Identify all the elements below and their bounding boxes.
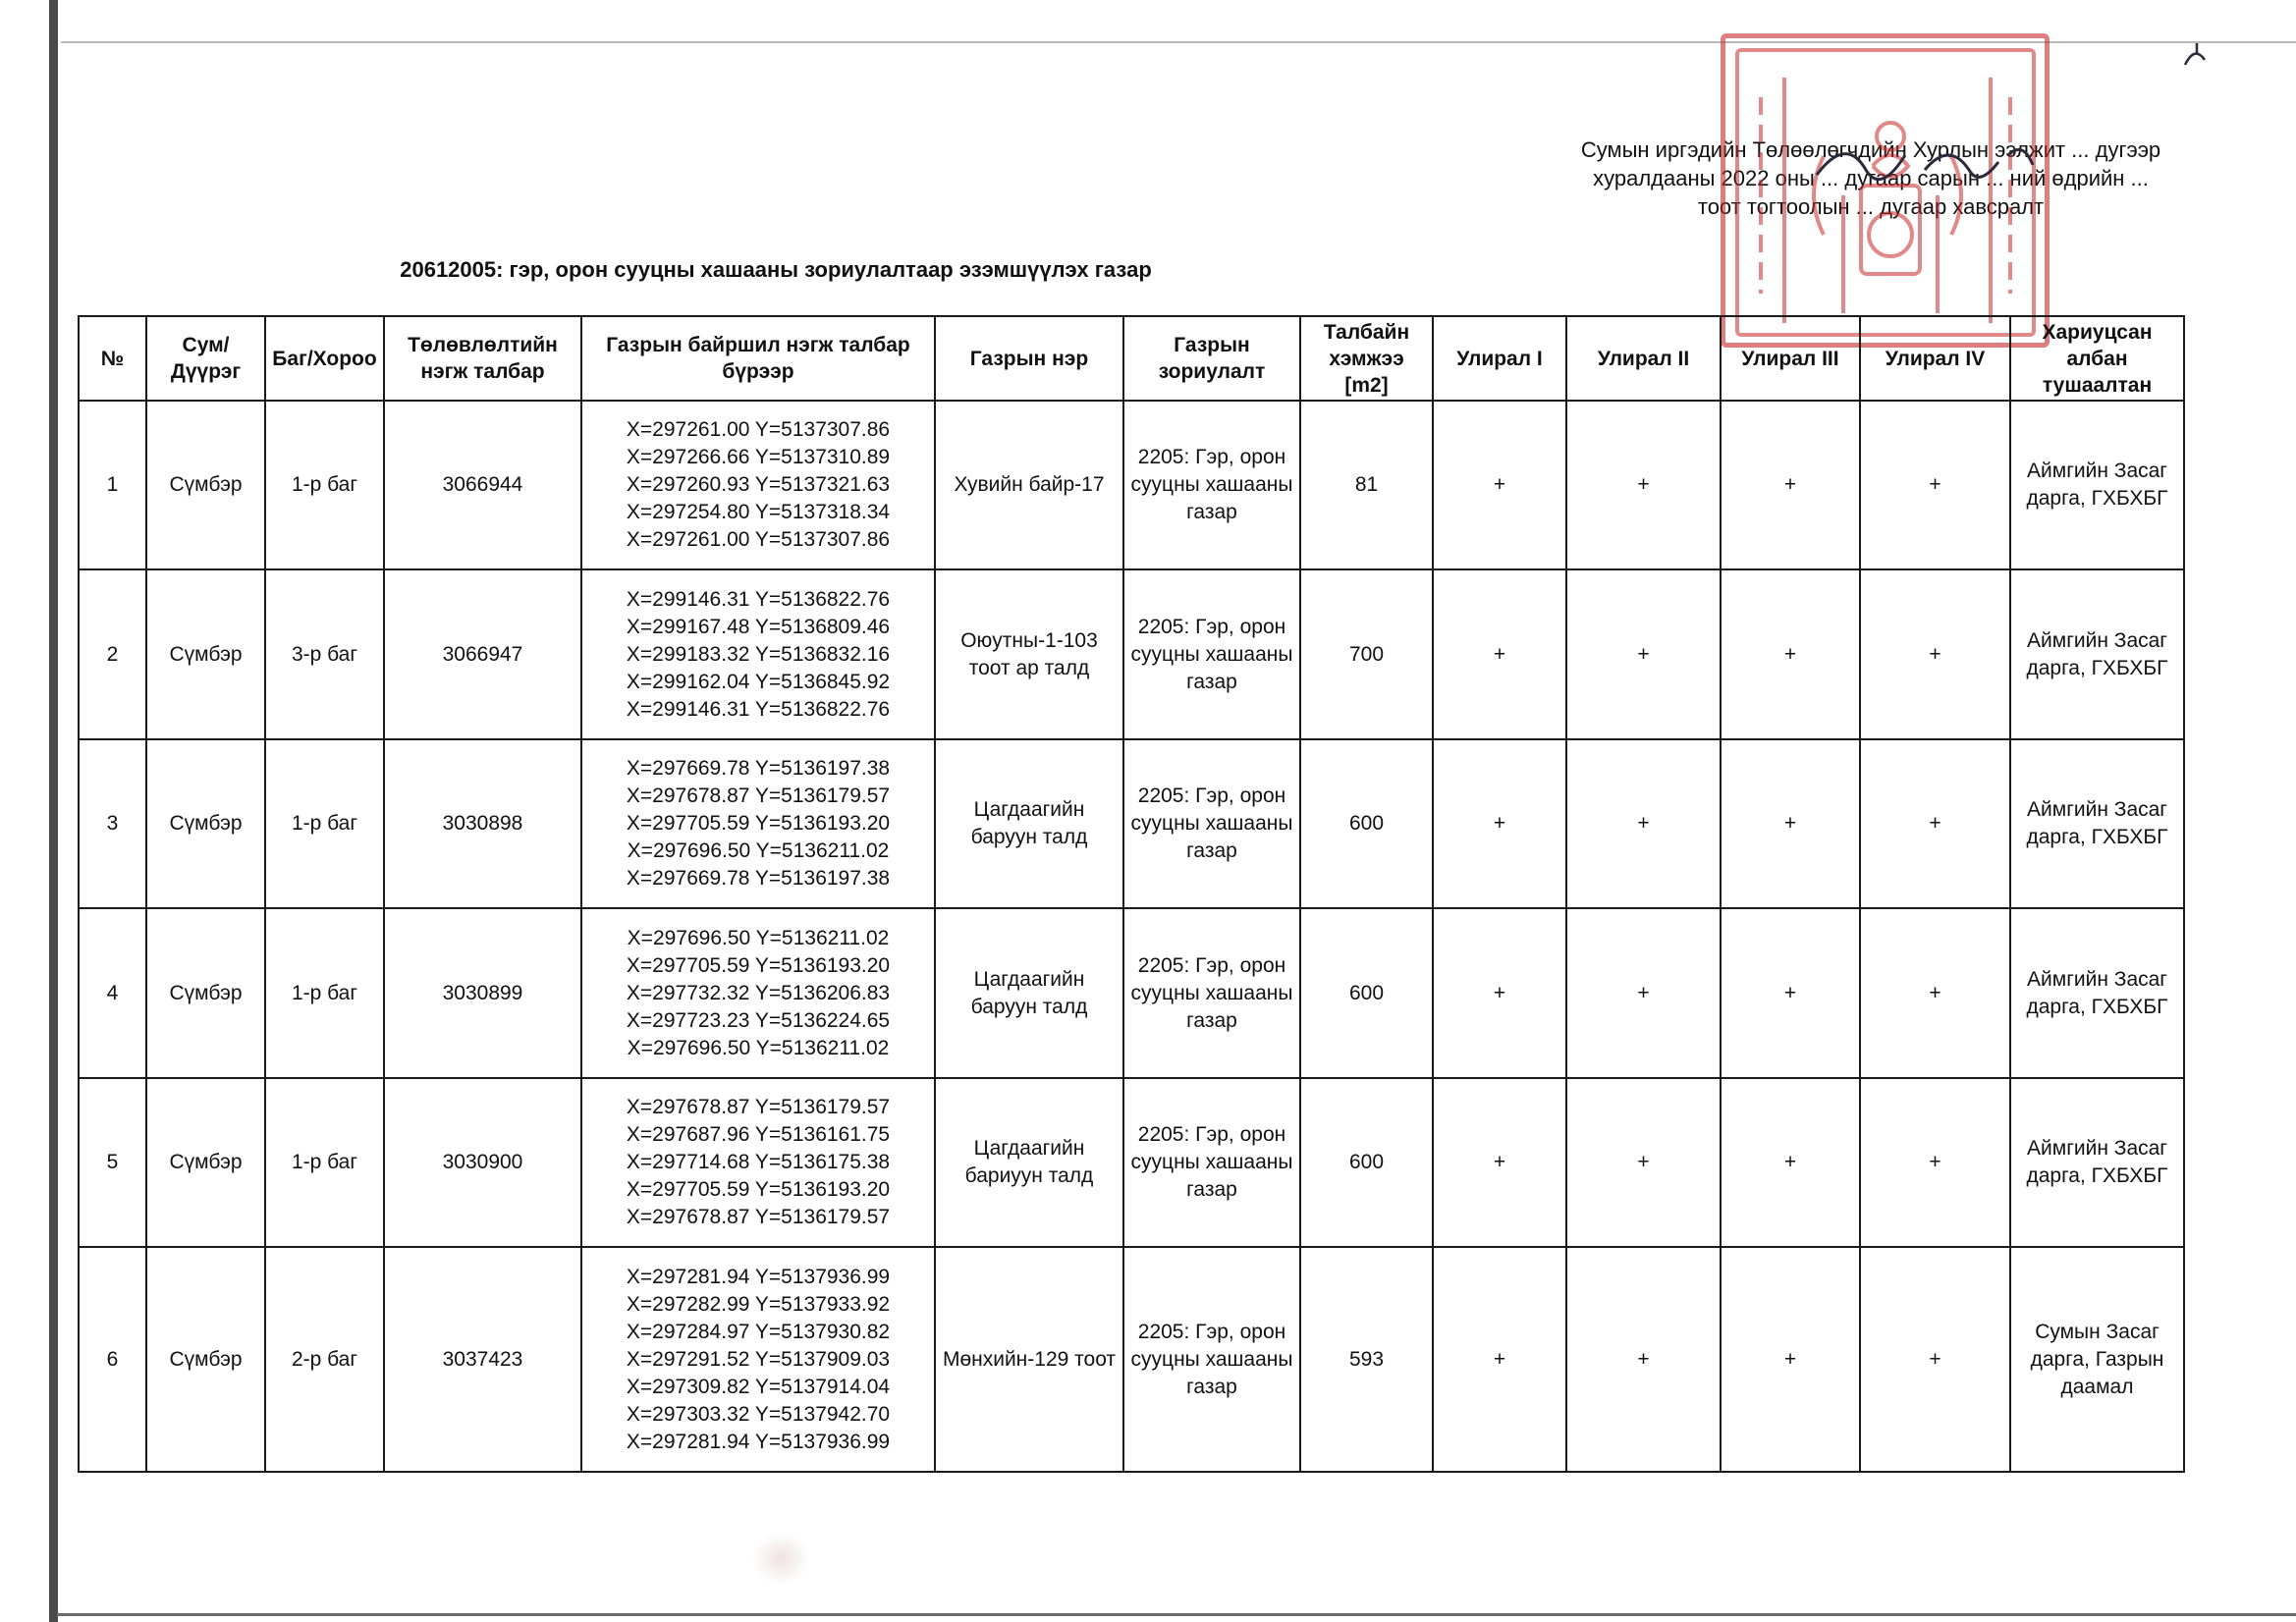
bottom-rule-line	[57, 1613, 2296, 1616]
cell-responsible: Аймгийн Засаг дарга, ГХБХБГ	[2010, 739, 2184, 908]
cell-unit: 3030900	[384, 1078, 581, 1247]
coordinate-line: X=297732.32 Y=5136206.83	[626, 981, 891, 1004]
coordinate-line: X=299146.31 Y=5136822.76	[626, 587, 891, 611]
cell-coords	[581, 569, 935, 739]
coordinate-line: X=297282.99 Y=5137933.92	[626, 1292, 891, 1316]
cell-coords	[581, 1078, 935, 1247]
document-title: 20612005: гэр, орон сууцны хашааны зориулалтаар эзэмшүүлэх газар	[400, 257, 1152, 282]
cell-coords	[581, 1247, 935, 1472]
cell-q1: +	[1433, 1247, 1566, 1472]
coordinate-line: X=297696.50 Y=5136211.02	[627, 926, 890, 949]
cell-no: 4	[79, 908, 146, 1078]
cell-no: 1	[79, 401, 146, 569]
cell-area: 593	[1300, 1247, 1433, 1472]
cell-sum: Сүмбэр	[146, 569, 265, 739]
cell-sum: Сүмбэр	[146, 401, 265, 569]
cell-area: 81	[1300, 401, 1433, 569]
cell-coords	[581, 908, 935, 1078]
cell-sum: Сүмбэр	[146, 908, 265, 1078]
coordinate-line: X=297696.50 Y=5136211.02	[627, 1036, 890, 1059]
coordinate-line: X=297687.96 Y=5136161.75	[626, 1123, 891, 1146]
annex-note-line-2: хуралдааны 2022 оны ... дугаар сарын ... ний өдрийн ...	[1593, 166, 2149, 190]
coordinate-line: X=297309.82 Y=5137914.04	[626, 1375, 891, 1398]
cell-area: 700	[1300, 569, 1433, 739]
cell-no: 6	[79, 1247, 146, 1472]
cell-q3: +	[1721, 401, 1860, 569]
cell-sum: Сүмбэр	[146, 1247, 265, 1472]
cell-sum: Сүмбэр	[146, 739, 265, 908]
cell-name: Мөнхийн-129 тоот	[935, 1247, 1123, 1472]
cell-q1: +	[1433, 1078, 1566, 1247]
coordinate-line: X=297254.80 Y=5137318.34	[626, 501, 891, 523]
cell-q4: +	[1860, 1078, 2010, 1247]
cell-unit: 3037423	[384, 1247, 581, 1472]
header-no: №	[79, 316, 146, 401]
land-allocation-table	[78, 315, 2185, 1473]
cell-responsible: Сумын Засаг дарга, Газрын даамал	[2010, 1247, 2184, 1472]
cell-q4: +	[1860, 908, 2010, 1078]
cell-q2: +	[1566, 739, 1721, 908]
header-planning-unit: Төлөвлөлтийн нэгж талбар	[384, 316, 581, 401]
cell-area: 600	[1300, 908, 1433, 1078]
table-row	[79, 1247, 2184, 1472]
cell-q2: +	[1566, 908, 1721, 1078]
cell-sum: Сүмбэр	[146, 1078, 265, 1247]
coordinate-line: X=297261.00 Y=5137307.86	[626, 418, 891, 441]
header-bag: Баг/Хороо	[265, 316, 384, 401]
coordinate-line: X=297291.52 Y=5137909.03	[626, 1347, 891, 1371]
cell-q3: +	[1721, 1247, 1860, 1472]
coordinate-line: X=297669.78 Y=5136197.38	[626, 867, 891, 890]
scan-edge-left	[49, 0, 58, 1622]
cell-q1: +	[1433, 739, 1566, 908]
cell-purpose: 2205: Гэр, орон сууцны хашааны газар	[1123, 569, 1300, 739]
cell-bag: 1-р баг	[265, 908, 384, 1078]
header-quarter-1: Улирал I	[1433, 316, 1566, 401]
header-land-name: Газрын нэр	[935, 316, 1123, 401]
annex-note-line-1: Сумын иргэдийн Төлөөлөгчдийн Хурлын ээлжит ... дугээр	[1580, 137, 2161, 162]
cell-coords	[581, 401, 935, 569]
cell-no: 5	[79, 1078, 146, 1247]
cell-unit: 3030899	[384, 908, 581, 1078]
cell-unit: 3066944	[384, 401, 581, 569]
cell-q1: +	[1433, 401, 1566, 569]
coordinate-line: X=297678.87 Y=5136179.57	[626, 1096, 891, 1118]
coordinate-line: X=299167.48 Y=5136809.46	[626, 615, 891, 638]
coordinate-line: X=297696.50 Y=5136211.02	[627, 839, 890, 862]
coordinate-line: X=297261.00 Y=5137307.86	[626, 528, 891, 551]
coordinate-line: X=299146.31 Y=5136822.76	[626, 697, 891, 721]
cell-name: Оюутны-1-103 тоот ар талд	[935, 569, 1123, 739]
coordinate-line: X=297260.93 Y=5137321.63	[626, 473, 891, 496]
cell-area: 600	[1300, 739, 1433, 908]
cell-q3: +	[1721, 1078, 1860, 1247]
coordinate-line: X=297714.68 Y=5136175.38	[626, 1151, 891, 1173]
coordinate-line: X=297303.32 Y=5137942.70	[626, 1402, 891, 1426]
table-row	[79, 569, 2184, 739]
cell-bag: 3-р баг	[265, 569, 384, 739]
cell-no: 2	[79, 569, 146, 739]
coordinate-line: X=297284.97 Y=5137930.82	[626, 1320, 891, 1343]
cell-responsible: Аймгийн Засаг дарга, ГХБХБГ	[2010, 401, 2184, 569]
header-location: Газрын байршил нэгж талбар бүрээр	[581, 316, 935, 401]
cell-purpose: 2205: Гэр, орон сууцны хашааны газар	[1123, 739, 1300, 908]
cell-q2: +	[1566, 401, 1721, 569]
cell-q1: +	[1433, 908, 1566, 1078]
cell-q4: +	[1860, 401, 2010, 569]
cell-q3: +	[1721, 908, 1860, 1078]
cell-area: 600	[1300, 1078, 1433, 1247]
header-area: Талбайн хэмжээ [m2]	[1300, 316, 1433, 401]
cell-q4: +	[1860, 569, 2010, 739]
coordinate-line: X=297281.94 Y=5137936.99	[626, 1430, 891, 1453]
cell-q3: +	[1721, 569, 1860, 739]
coordinate-line: X=297705.59 Y=5136193.20	[626, 953, 891, 977]
coordinate-line: X=297705.59 Y=5136193.20	[626, 1178, 891, 1201]
header-sum: Сум/Дүүрэг	[146, 316, 265, 401]
table-row	[79, 908, 2184, 1078]
coordinate-line: X=297705.59 Y=5136193.20	[626, 812, 891, 835]
cell-bag: 1-р баг	[265, 739, 384, 908]
cell-responsible: Аймгийн Засаг дарга, ГХБХБГ	[2010, 1078, 2184, 1247]
cell-q3: +	[1721, 739, 1860, 908]
header-quarter-3: Улирал III	[1721, 316, 1860, 401]
table-row	[79, 1078, 2184, 1247]
cell-q2: +	[1566, 1247, 1721, 1472]
cell-name: Цагдаагийн баруун талд	[935, 908, 1123, 1078]
handwritten-signature-icon	[1797, 116, 2052, 204]
coordinate-line: X=297678.87 Y=5136179.57	[626, 1206, 891, 1228]
cell-name: Цагдаагийн бариуун талд	[935, 1078, 1123, 1247]
table-row	[79, 739, 2184, 908]
cell-bag: 1-р баг	[265, 1078, 384, 1247]
coordinate-line: X=297678.87 Y=5136179.57	[626, 784, 891, 807]
cell-name: Хувийн байр-17	[935, 401, 1123, 569]
cell-no: 3	[79, 739, 146, 908]
cell-bag: 2-р баг	[265, 1247, 384, 1472]
header-purpose: Газрын зориулалт	[1123, 316, 1300, 401]
cell-responsible: Аймгийн Засаг дарга, ГХБХБГ	[2010, 569, 2184, 739]
coordinate-line: X=297723.23 Y=5136224.65	[626, 1008, 891, 1032]
table-row	[79, 401, 2184, 569]
cell-purpose: 2205: Гэр, орон сууцны хашааны газар	[1123, 908, 1300, 1078]
corner-mark-icon	[2175, 35, 2214, 75]
cell-unit: 3066947	[384, 569, 581, 739]
table-header-row	[79, 316, 2184, 401]
cell-q2: +	[1566, 1078, 1721, 1247]
coordinate-line: X=299183.32 Y=5136832.16	[626, 642, 891, 666]
cell-purpose: 2205: Гэр, орон сууцны хашааны газар	[1123, 1078, 1300, 1247]
cell-unit: 3030898	[384, 739, 581, 908]
coordinate-line: X=299162.04 Y=5136845.92	[626, 670, 891, 693]
header-responsible: Хариуцсан албан тушаалтан	[2010, 316, 2184, 401]
header-quarter-4: Улирал IV	[1860, 316, 2010, 401]
coordinate-line: X=297669.78 Y=5136197.38	[626, 757, 891, 780]
coordinate-line: X=297281.94 Y=5137936.99	[626, 1265, 891, 1288]
cell-name: Цагдаагийн баруун талд	[935, 739, 1123, 908]
cell-purpose: 2205: Гэр, орон сууцны хашааны газар	[1123, 401, 1300, 569]
cell-responsible: Аймгийн Засаг дарга, ГХБХБГ	[2010, 908, 2184, 1078]
header-quarter-2: Улирал II	[1566, 316, 1721, 401]
cell-q4: +	[1860, 1247, 2010, 1472]
cell-q4: +	[1860, 739, 2010, 908]
scan-smudge	[751, 1532, 810, 1586]
cell-q1: +	[1433, 569, 1566, 739]
cell-purpose: 2205: Гэр, орон сууцны хашааны газар	[1123, 1247, 1300, 1472]
cell-bag: 1-р баг	[265, 401, 384, 569]
cell-coords	[581, 739, 935, 908]
cell-q2: +	[1566, 569, 1721, 739]
annex-note-line-3: тоот тогтоолын ... дугаар хавсралт	[1697, 194, 2045, 219]
coordinate-line: X=297266.66 Y=5137310.89	[626, 446, 891, 468]
